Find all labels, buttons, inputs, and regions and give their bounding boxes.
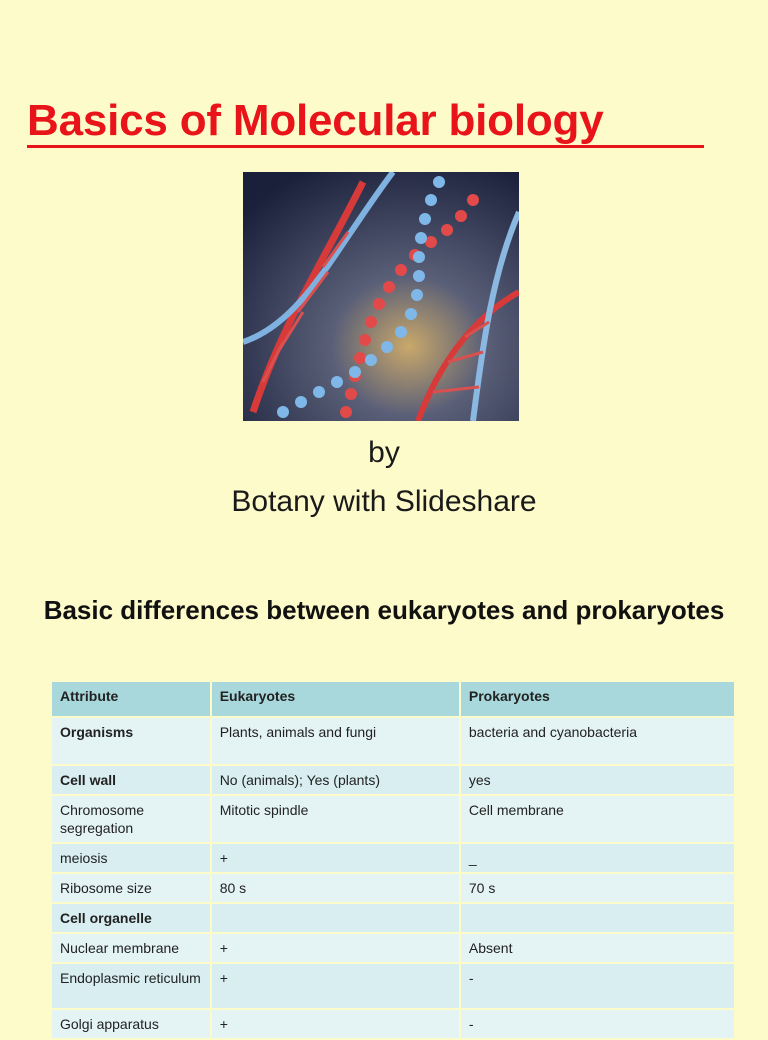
table-cell: meiosis bbox=[51, 843, 211, 873]
table-row bbox=[51, 795, 735, 843]
table-row bbox=[51, 903, 735, 933]
column-header: Eukaryotes bbox=[211, 681, 460, 717]
table-cell: 80 s bbox=[211, 873, 460, 903]
table-cell: - bbox=[460, 1009, 735, 1039]
table-cell bbox=[460, 903, 735, 933]
title-underline bbox=[27, 145, 704, 148]
column-header: Prokaryotes bbox=[460, 681, 735, 717]
table-cell: Endoplasmic reticulum bbox=[51, 963, 211, 1009]
table-cell: Absent bbox=[460, 933, 735, 963]
table-cell: Chromosome segregation bbox=[51, 795, 211, 843]
table-cell: _ bbox=[460, 843, 735, 873]
table-row bbox=[51, 873, 735, 903]
table-cell: + bbox=[211, 933, 460, 963]
column-header: Attribute bbox=[51, 681, 211, 717]
table-cell: Mitotic spindle bbox=[211, 795, 460, 843]
table-row bbox=[51, 717, 735, 765]
table-cell: Cell wall bbox=[51, 765, 211, 795]
comparison-table bbox=[50, 680, 736, 1040]
table-cell: No (animals); Yes (plants) bbox=[211, 765, 460, 795]
table-row bbox=[51, 843, 735, 873]
table-cell: + bbox=[211, 1009, 460, 1039]
table-cell: - bbox=[460, 963, 735, 1009]
table-cell bbox=[211, 903, 460, 933]
table-cell: Plants, animals and fungi bbox=[211, 717, 460, 765]
table-cell: Cell organelle bbox=[51, 903, 211, 933]
section-title bbox=[0, 592, 768, 628]
table-header-row bbox=[51, 681, 735, 717]
table-cell: Ribosome size bbox=[51, 873, 211, 903]
table-row bbox=[51, 963, 735, 1009]
table-cell: bacteria and cyanobacteria bbox=[460, 717, 735, 765]
table-cell: Cell membrane bbox=[460, 795, 735, 843]
table-cell: Nuclear membrane bbox=[51, 933, 211, 963]
section-title-text: Basic differences between eukaryotes and prokaryotes bbox=[43, 595, 725, 625]
table-row bbox=[51, 1009, 735, 1039]
table-cell: Organisms bbox=[51, 717, 211, 765]
table-cell: + bbox=[211, 963, 460, 1009]
table-row bbox=[51, 765, 735, 795]
table-cell: + bbox=[211, 843, 460, 873]
table-cell: Golgi apparatus bbox=[51, 1009, 211, 1039]
byline-author: Botany with Slideshare bbox=[231, 485, 537, 518]
table-row bbox=[51, 933, 735, 963]
table-cell: 70 s bbox=[460, 873, 735, 903]
slide-title: Basics of Molecular biology bbox=[27, 96, 604, 145]
dna-double-helix-image bbox=[243, 172, 519, 421]
table-cell: yes bbox=[460, 765, 735, 795]
byline-by: by bbox=[368, 436, 400, 469]
